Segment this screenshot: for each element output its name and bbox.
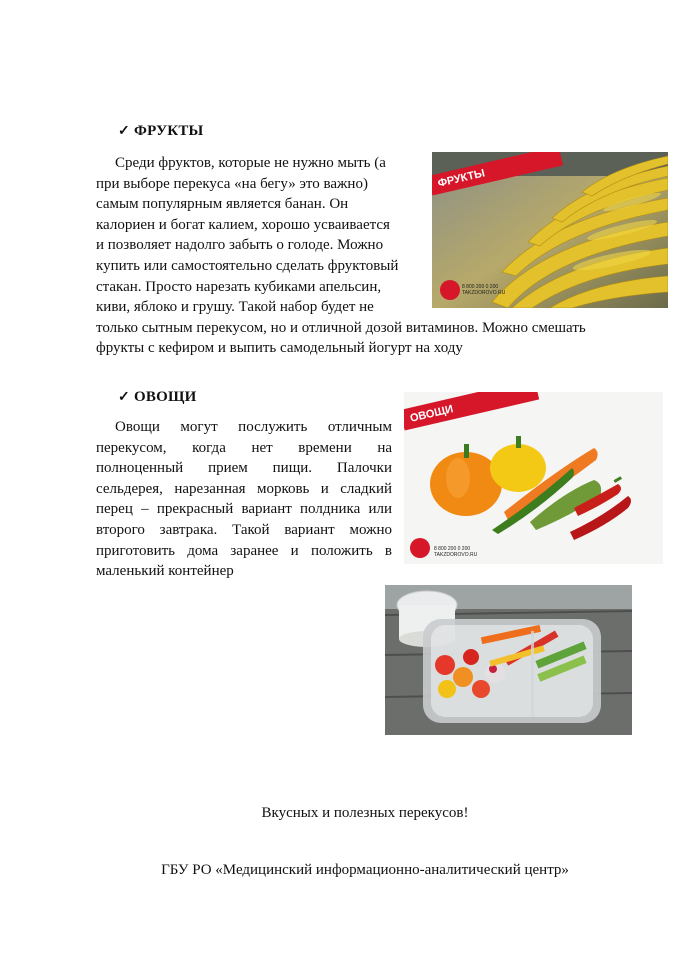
text-line: только сытным перекусом, но и отличной дозой витаминов. Можно смешать bbox=[96, 319, 586, 336]
text-line: полноценный прием пищи. Палочки bbox=[96, 460, 392, 477]
vegetables-image-contacts bbox=[434, 546, 477, 558]
text-line: купить или самостоятельно сделать фруктовый bbox=[96, 257, 399, 274]
takzdorovo-logo bbox=[440, 280, 460, 300]
fruits-image-contacts bbox=[462, 284, 505, 296]
vegetables-paragraph bbox=[96, 417, 392, 582]
vegetables-heading-text: ОВОЩИ bbox=[134, 389, 197, 405]
vegetables-image-phone: 8 800 200 0 200 bbox=[434, 546, 471, 552]
checkmark-icon: ✓ bbox=[118, 124, 130, 139]
fruits-image-banner-text: ФРУКТЫ bbox=[436, 167, 487, 190]
text-line: и позволяет надолго забыть о голоде. Можно bbox=[96, 237, 384, 254]
text-line: самым популярным является банан. Он bbox=[96, 196, 349, 213]
lunchbox-photo bbox=[385, 585, 632, 735]
vegetables-image-site: TAKZDOROVO.RU bbox=[434, 552, 478, 558]
text-line: сельдерея, нарезанная морковь и сладкий bbox=[96, 480, 392, 497]
takzdorovo-logo bbox=[410, 538, 430, 558]
vegetables-photo bbox=[404, 392, 663, 564]
text-line: второго завтрака. Такой вариант можно bbox=[96, 521, 392, 538]
text-line: перец – прекрасный вариант полдника или bbox=[96, 501, 392, 518]
closing-wish: Вкусных и полезных перекусов! bbox=[261, 805, 469, 821]
fruits-heading-text: ФРУКТЫ bbox=[134, 123, 204, 139]
lunchbox-illustration bbox=[385, 585, 632, 735]
bananas-photo bbox=[432, 152, 668, 308]
text-line: Овощи могут послужить отличным bbox=[115, 419, 392, 435]
vegetables-heading bbox=[118, 389, 196, 406]
fruits-heading bbox=[118, 123, 204, 140]
text-line: при выборе перекуса «на бегу» это важно) bbox=[96, 175, 368, 192]
text-line: калориен и богат калием, хорошо усваивается bbox=[96, 216, 390, 233]
fruits-image-site: TAKZDOROVO.RU bbox=[462, 290, 506, 296]
text-line: Среди фруктов, которые не нужно мыть (а bbox=[115, 155, 386, 171]
text-line: фрукты с кефиром и выпить самодельный йогурт на ходу bbox=[96, 340, 463, 357]
text-line: приготовить дома заранее и положить в bbox=[96, 542, 392, 559]
vegetables-image-banner-text: ОВОЩИ bbox=[408, 402, 455, 425]
text-line: стакан. Просто нарезать кубиками апельсин, bbox=[96, 278, 382, 295]
organization-name: ГБУ РО «Медицинский информационно-аналитический центр» bbox=[161, 862, 569, 878]
checkmark-icon: ✓ bbox=[118, 390, 130, 405]
fruits-image-phone: 8 800 200 0 200 bbox=[462, 284, 499, 290]
text-line: киви, яблоко и грушу. Такой набор будет не bbox=[96, 299, 374, 316]
text-line: перекусом, когда нет времени на bbox=[96, 439, 392, 456]
text-line: маленький контейнер bbox=[96, 563, 234, 580]
